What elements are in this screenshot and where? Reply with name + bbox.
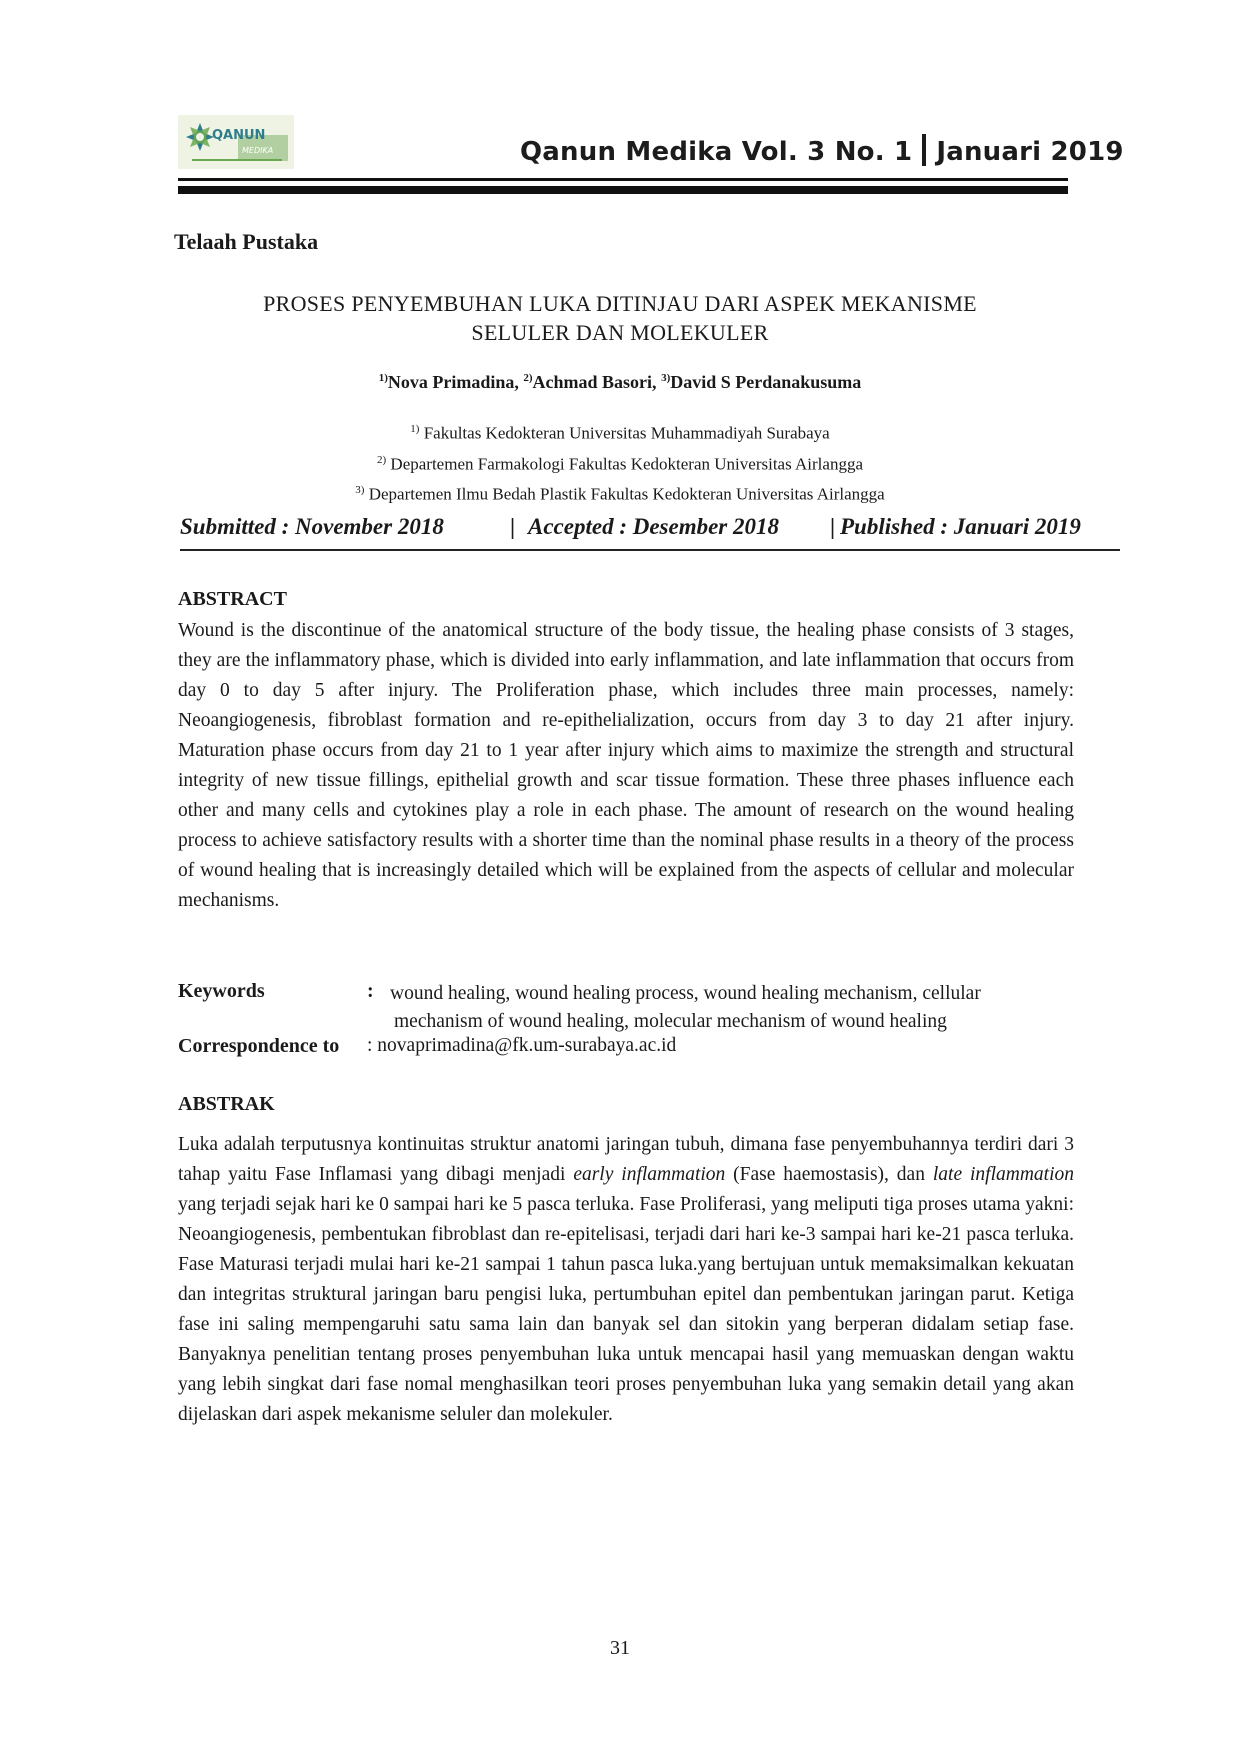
header-separator xyxy=(922,134,926,166)
title-line-2: SELULER DAN MOLEKULER xyxy=(471,320,769,345)
author-list xyxy=(170,372,1070,393)
abstrak-part-2: (Fase haemostasis), dan xyxy=(725,1164,933,1185)
author-3: David S Perdanakusuma xyxy=(670,372,862,392)
affiliation-list xyxy=(170,416,1070,508)
affiliation-3 xyxy=(170,477,1070,508)
submission-dates xyxy=(180,514,1120,548)
abstrak-part-1: Luka adalah terputusnya kontinuitas struktur anatomi jaringan tubuh, dimana fase penyembuhannya terdiri dari 3 tahap yaitu Fase Inflamasi yang dibagi menjadi xyxy=(178,1134,1074,1185)
title-line-1: PROSES PENYEMBUHAN LUKA DITINJAU DARI ASPEK MEKANISME xyxy=(263,291,977,316)
journal-date: Januari 2019 xyxy=(936,137,1124,167)
author-1-sup: 1) xyxy=(378,372,388,384)
affiliation-1 xyxy=(170,416,1070,447)
affiliation-1-text: Fakultas Kedokteran Universitas Muhammadiyah Surabaya xyxy=(419,423,830,443)
abstract-body: Wound is the discontinue of the anatomical structure of the body tissue, the healing phase consists of 3 stages, they are the inflammatory phase, which is divided into early inflammation, and late inflammation that occurs from day 0 to day 5 after injury. The Proliferation phase, which includes three main processes, namely: Neoangiogenesis, fibroblast formation and re-epithelialization, occurs from day 3 to day 21 after injury. Maturation phase occurs from day 21 to 1 year after injury which aims to maximize the strength and structural integrity of new tissue fillings, epithelial growth and scar tissue formation. These three phases influence each other and many cells and cytokines play a role in each phase. The amount of research on the wound healing process to achieve satisfactory results with a shorter time than the nominal phase results in a theory of the process of wound healing that is increasingly detailed which will be explained from the aspects of cellular and molecular mechanisms. xyxy=(178,620,1074,911)
journal-volume: Qanun Medika Vol. 3 No. 1 xyxy=(520,137,913,167)
header-rule-thick xyxy=(178,186,1068,194)
keywords-text xyxy=(390,980,1080,1036)
affiliation-2-sup: 2) xyxy=(377,453,387,466)
abstrak-part-3: yang terjadi sejak hari ke 0 sampai hari ke 5 pasca terluka. Fase Proliferasi, yang meliputi tiga proses utama yakni: Neoangiogenesis, pembentukan fibroblast dan re-epitelisasi, terjadi dari hari ke-3 sampai hari ke-21 pasca terluka. Fase Maturasi terjadi mulai hari ke-21 sampai 1 tahun pasca luka.yang bertujuan untuk memaksimalkan kekuatan dan integritas struktural jaringan baru pengisi luka, pertumbuhan epitel dan pembentukan jaringan parut. Ketiga fase ini saling mempengaruhi satu sama lain dan banyak sel dan sitokin yang berperan didalam setiap fase. Banyaknya penelitian tentang proses penyembuhan luka untuk mencapai hasil yang memuaskan dengan waktu yang lebih singkat dari fase nomal menghasilkan teori proses penyembuhan luka yang semakin detail yang akan dijelaskan dari aspek mekanisme seluler dan molekuler. xyxy=(178,1194,1074,1425)
svg-text:QANUN: QANUN xyxy=(212,128,266,143)
abstract-heading: ABSTRACT xyxy=(178,588,287,610)
abstrak-em-late: late inflammation xyxy=(932,1164,1074,1185)
abstrak-em-early: early inflammation xyxy=(573,1164,726,1185)
published-date: Published : Januari 2019 xyxy=(840,514,1081,539)
affiliation-1-sup: 1) xyxy=(410,423,420,435)
abstrak-body xyxy=(178,1130,1074,1430)
keywords-line-1: wound healing, wound healing process, wound healing mechanism, cellular xyxy=(390,983,981,1004)
dates-separator-1: | xyxy=(510,514,516,539)
submitted-date: Submitted : November 2018 xyxy=(180,514,444,539)
section-label: Telaah Pustaka xyxy=(174,229,319,254)
affiliation-2-text: Departemen Farmakologi Fakultas Kedokteran Universitas Airlangga xyxy=(386,454,863,474)
author-3-sup: 3) xyxy=(661,372,671,384)
affiliation-3-text: Departemen Ilmu Bedah Plastik Fakultas Kedokteran Universitas Airlangga xyxy=(364,484,885,504)
author-1: Nova Primadina, xyxy=(387,372,519,392)
affiliation-3-sup: 3) xyxy=(355,484,365,497)
keywords-line-2: mechanism of wound healing, molecular mechanism of wound healing xyxy=(394,1011,947,1032)
affiliation-2 xyxy=(170,447,1070,478)
author-2-sup: 2) xyxy=(523,372,533,384)
keywords-colon: : xyxy=(367,980,374,1002)
correspondence-label: Correspondence to xyxy=(178,1035,340,1057)
dates-rule xyxy=(180,549,1120,551)
abstrak-heading: ABSTRAK xyxy=(178,1093,275,1115)
header-rule-thin xyxy=(178,178,1068,181)
paper-title xyxy=(170,289,1070,347)
dates-separator-2: | xyxy=(830,514,836,539)
journal-logo xyxy=(178,115,294,169)
author-2: Achmad Basori, xyxy=(532,372,657,392)
svg-text:MEDIKA: MEDIKA xyxy=(242,146,274,155)
page-number: 31 xyxy=(610,1637,630,1659)
accepted-date: Accepted : Desember 2018 xyxy=(528,514,780,539)
keywords-label: Keywords xyxy=(178,980,265,1002)
correspondence-email: : novaprimadina@fk.um-surabaya.ac.id xyxy=(367,1035,677,1056)
journal-header xyxy=(520,134,1124,167)
